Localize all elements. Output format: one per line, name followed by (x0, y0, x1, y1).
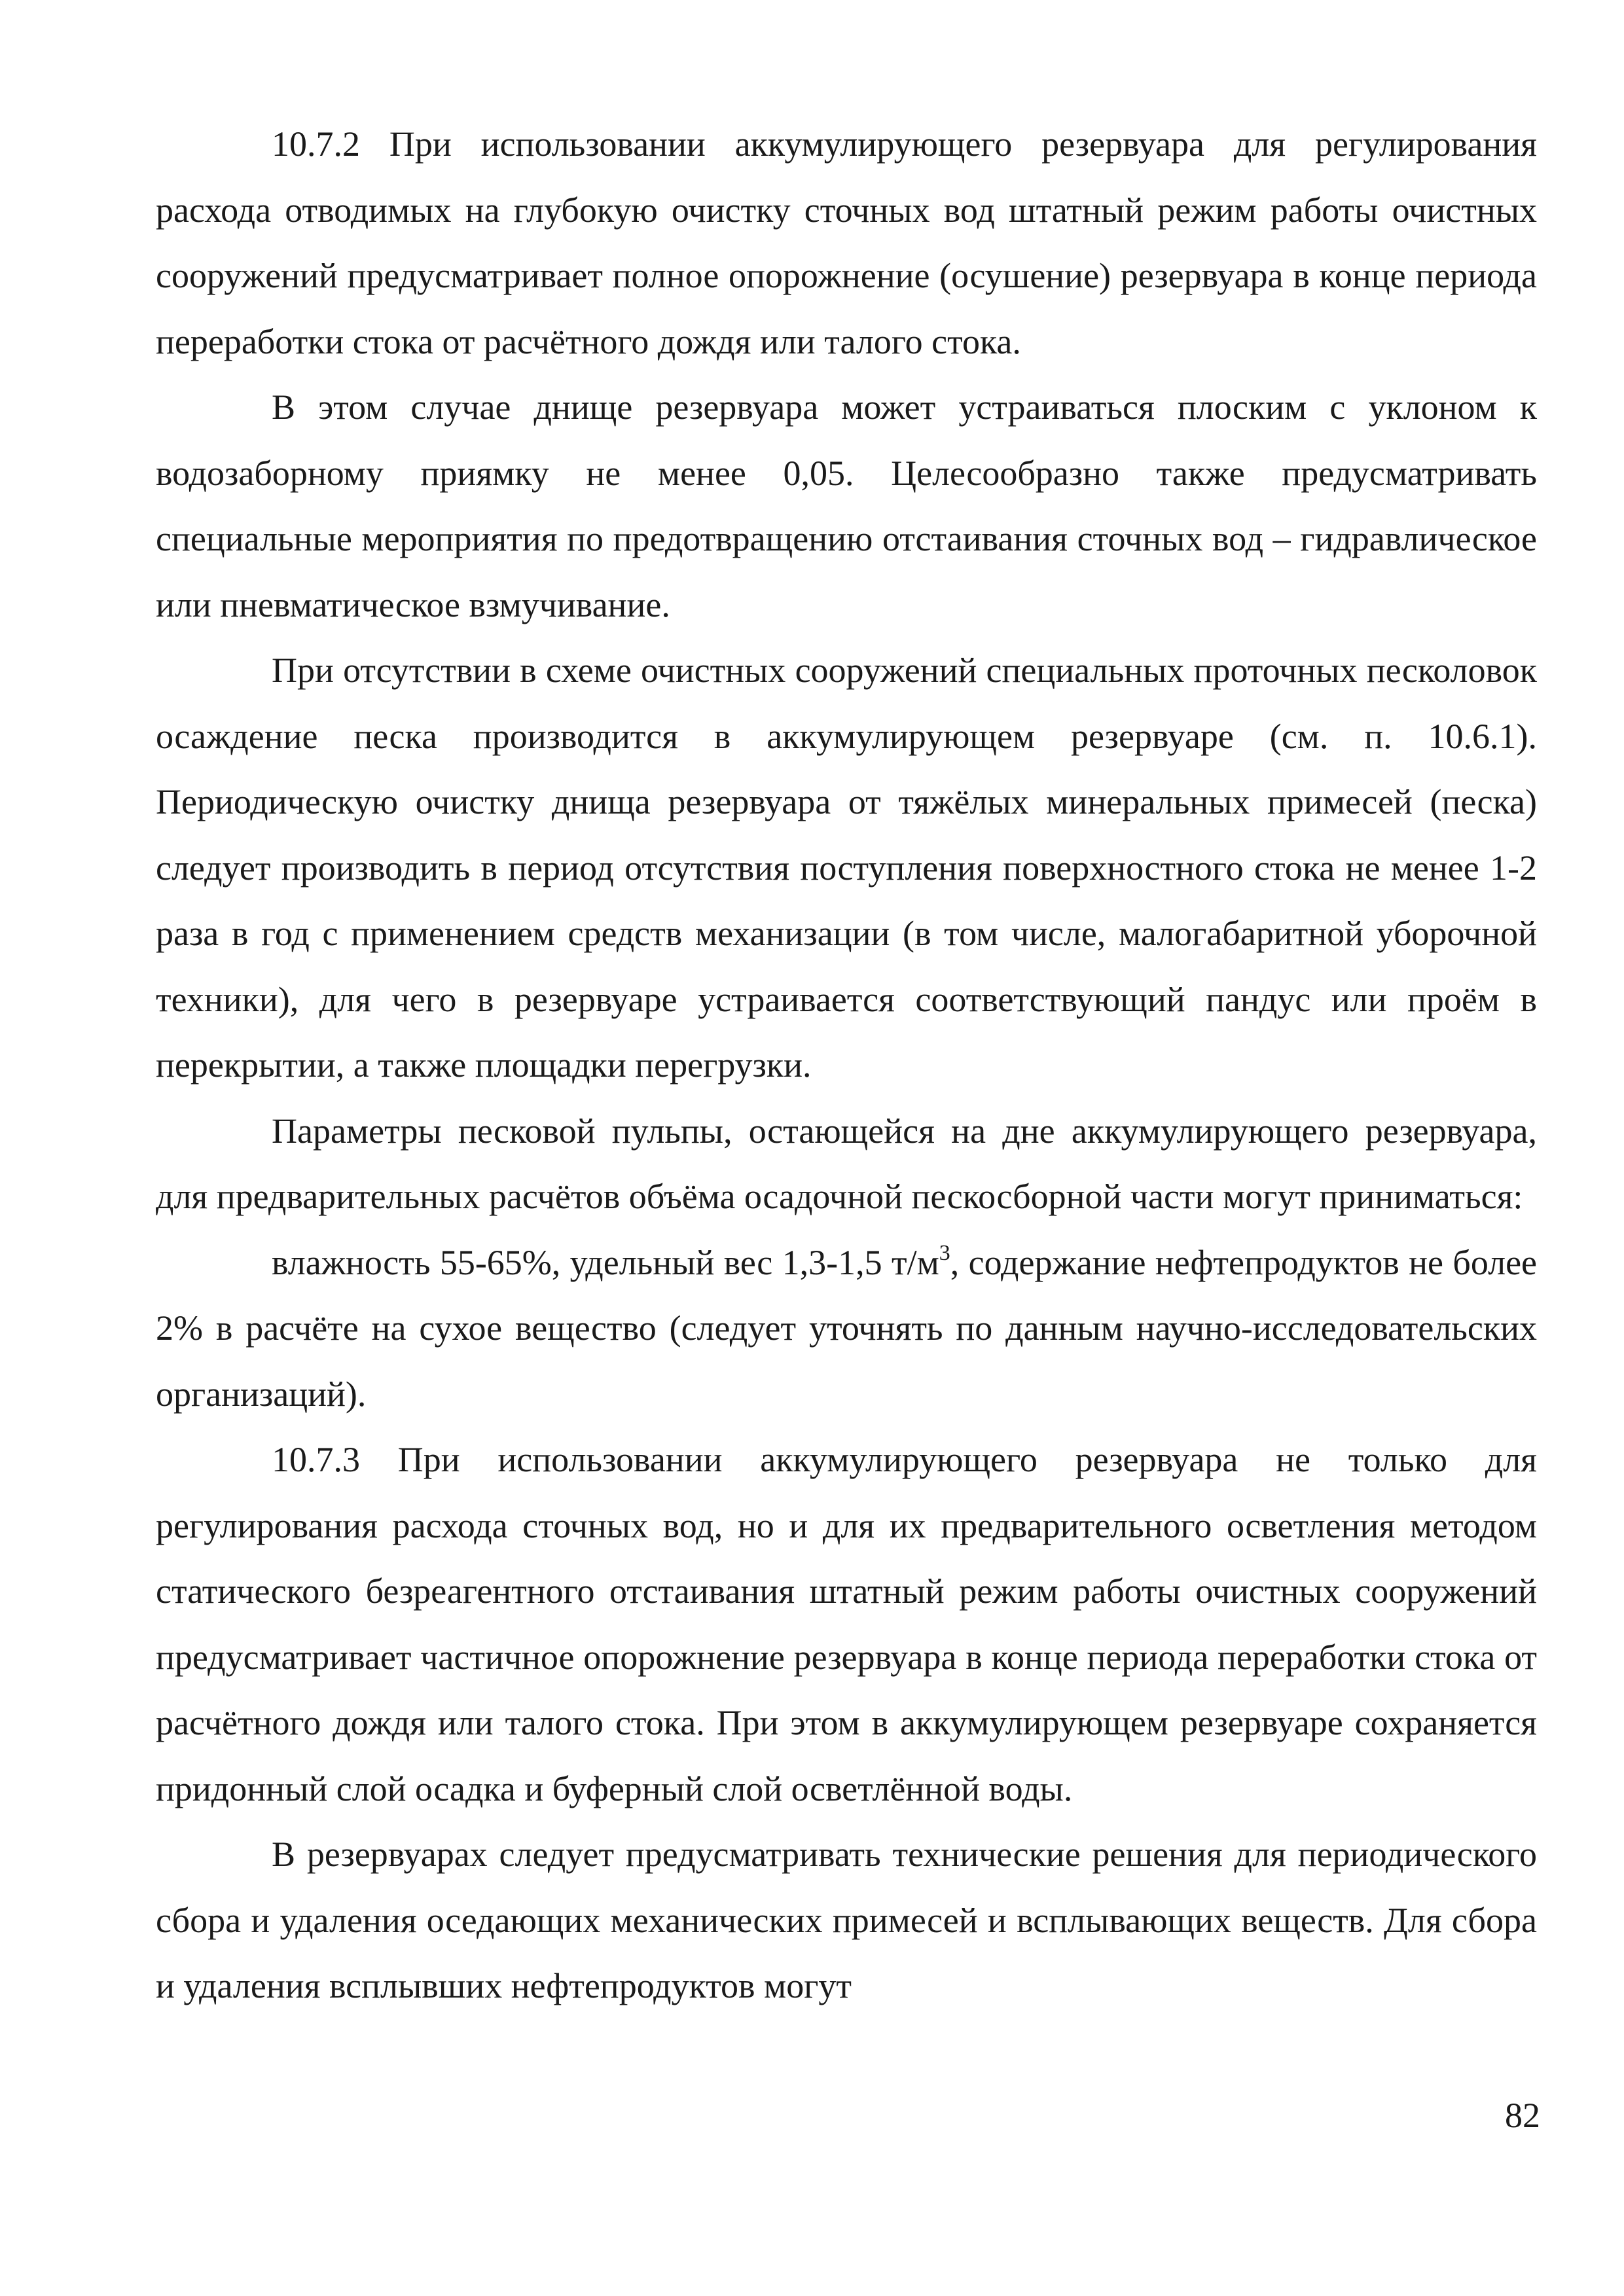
page-number: 82 (1505, 2096, 1540, 2135)
paragraph-sand-removal: При отсутствии в схеме очистных сооружений специальных проточных песколовок осаждение песка производится в аккумулирующем резервуаре (см. п. 10.6.1). Периодическую очистку днища резервуара от тяжёлых минеральных примесей (песка) следует производить в период отсутствия поступления поверхностного стока не менее 1-2 раза в год с применением средств механизации (в том числе, малогабаритной уборочной техники), для чего в резервуаре устраивается соответствующий пандус или проём в перекрытии, а также площадки перегрузки. (156, 651, 1537, 1085)
cubic-superscript: 3 (939, 1240, 950, 1265)
paragraph-reservoir-bottom: В этом случае днище резервуара может устраиваться плоским с уклоном к водозаборному приямку не менее 0,05. Целесообразно также предусматривать специальные мероприятия по предотвращению отстаивания сточных вод – гидравлическое или пневматическое взмучивание. (156, 387, 1537, 624)
paragraph-10-7-2: 10.7.2 При использовании аккумулирующего резервуара для регулирования расхода отводимых на глубокую очистку сточных вод штатный режим работы очистных сооружений предусматривает полное опорожнение (осушение) резервуара в конце периода переработки стока от расчётного дождя или талого стока. (156, 124, 1537, 361)
paragraph-technical-solutions: В резервуарах следует предусматривать технические решения для периодического сбора и удаления оседающих механических примесей и всплывающих веществ. Для сбора и удаления всплывших нефтепродуктов могут (156, 1835, 1537, 2005)
pulp-values-text: влажность 55-65%, удельный вес 1,3-1,5 т/м (272, 1242, 939, 1282)
pulp-values-text-continued: , содержание нефтепродуктов не более 2% в расчёте на сухое вещество (следует уточнять по данным научно-исследовательских организаций). (156, 1242, 1537, 1414)
paragraph-pulp-values (156, 1230, 1537, 1427)
paragraph-sand-pulp-parameters: Параметры песковой пульпы, остающейся на дне аккумулирующего резервуара, для предварительных расчётов объёма осадочной пескосборной части могут приниматься: (156, 1111, 1537, 1216)
paragraph-10-7-3: 10.7.3 При использовании аккумулирующего резервуара не только для регулирования расхода сточных вод, но и для их предварительного осветления методом статического безреагентного отстаивания штатный режим работы очистных сооружений предусматривает частичное опорожнение резервуара в конце периода переработки стока от расчётного дождя или талого стока. При этом в аккумулирующем резервуаре сохраняется придонный слой осадка и буферный слой осветлённой воды. (156, 1440, 1537, 1808)
document-body (156, 111, 1537, 2019)
